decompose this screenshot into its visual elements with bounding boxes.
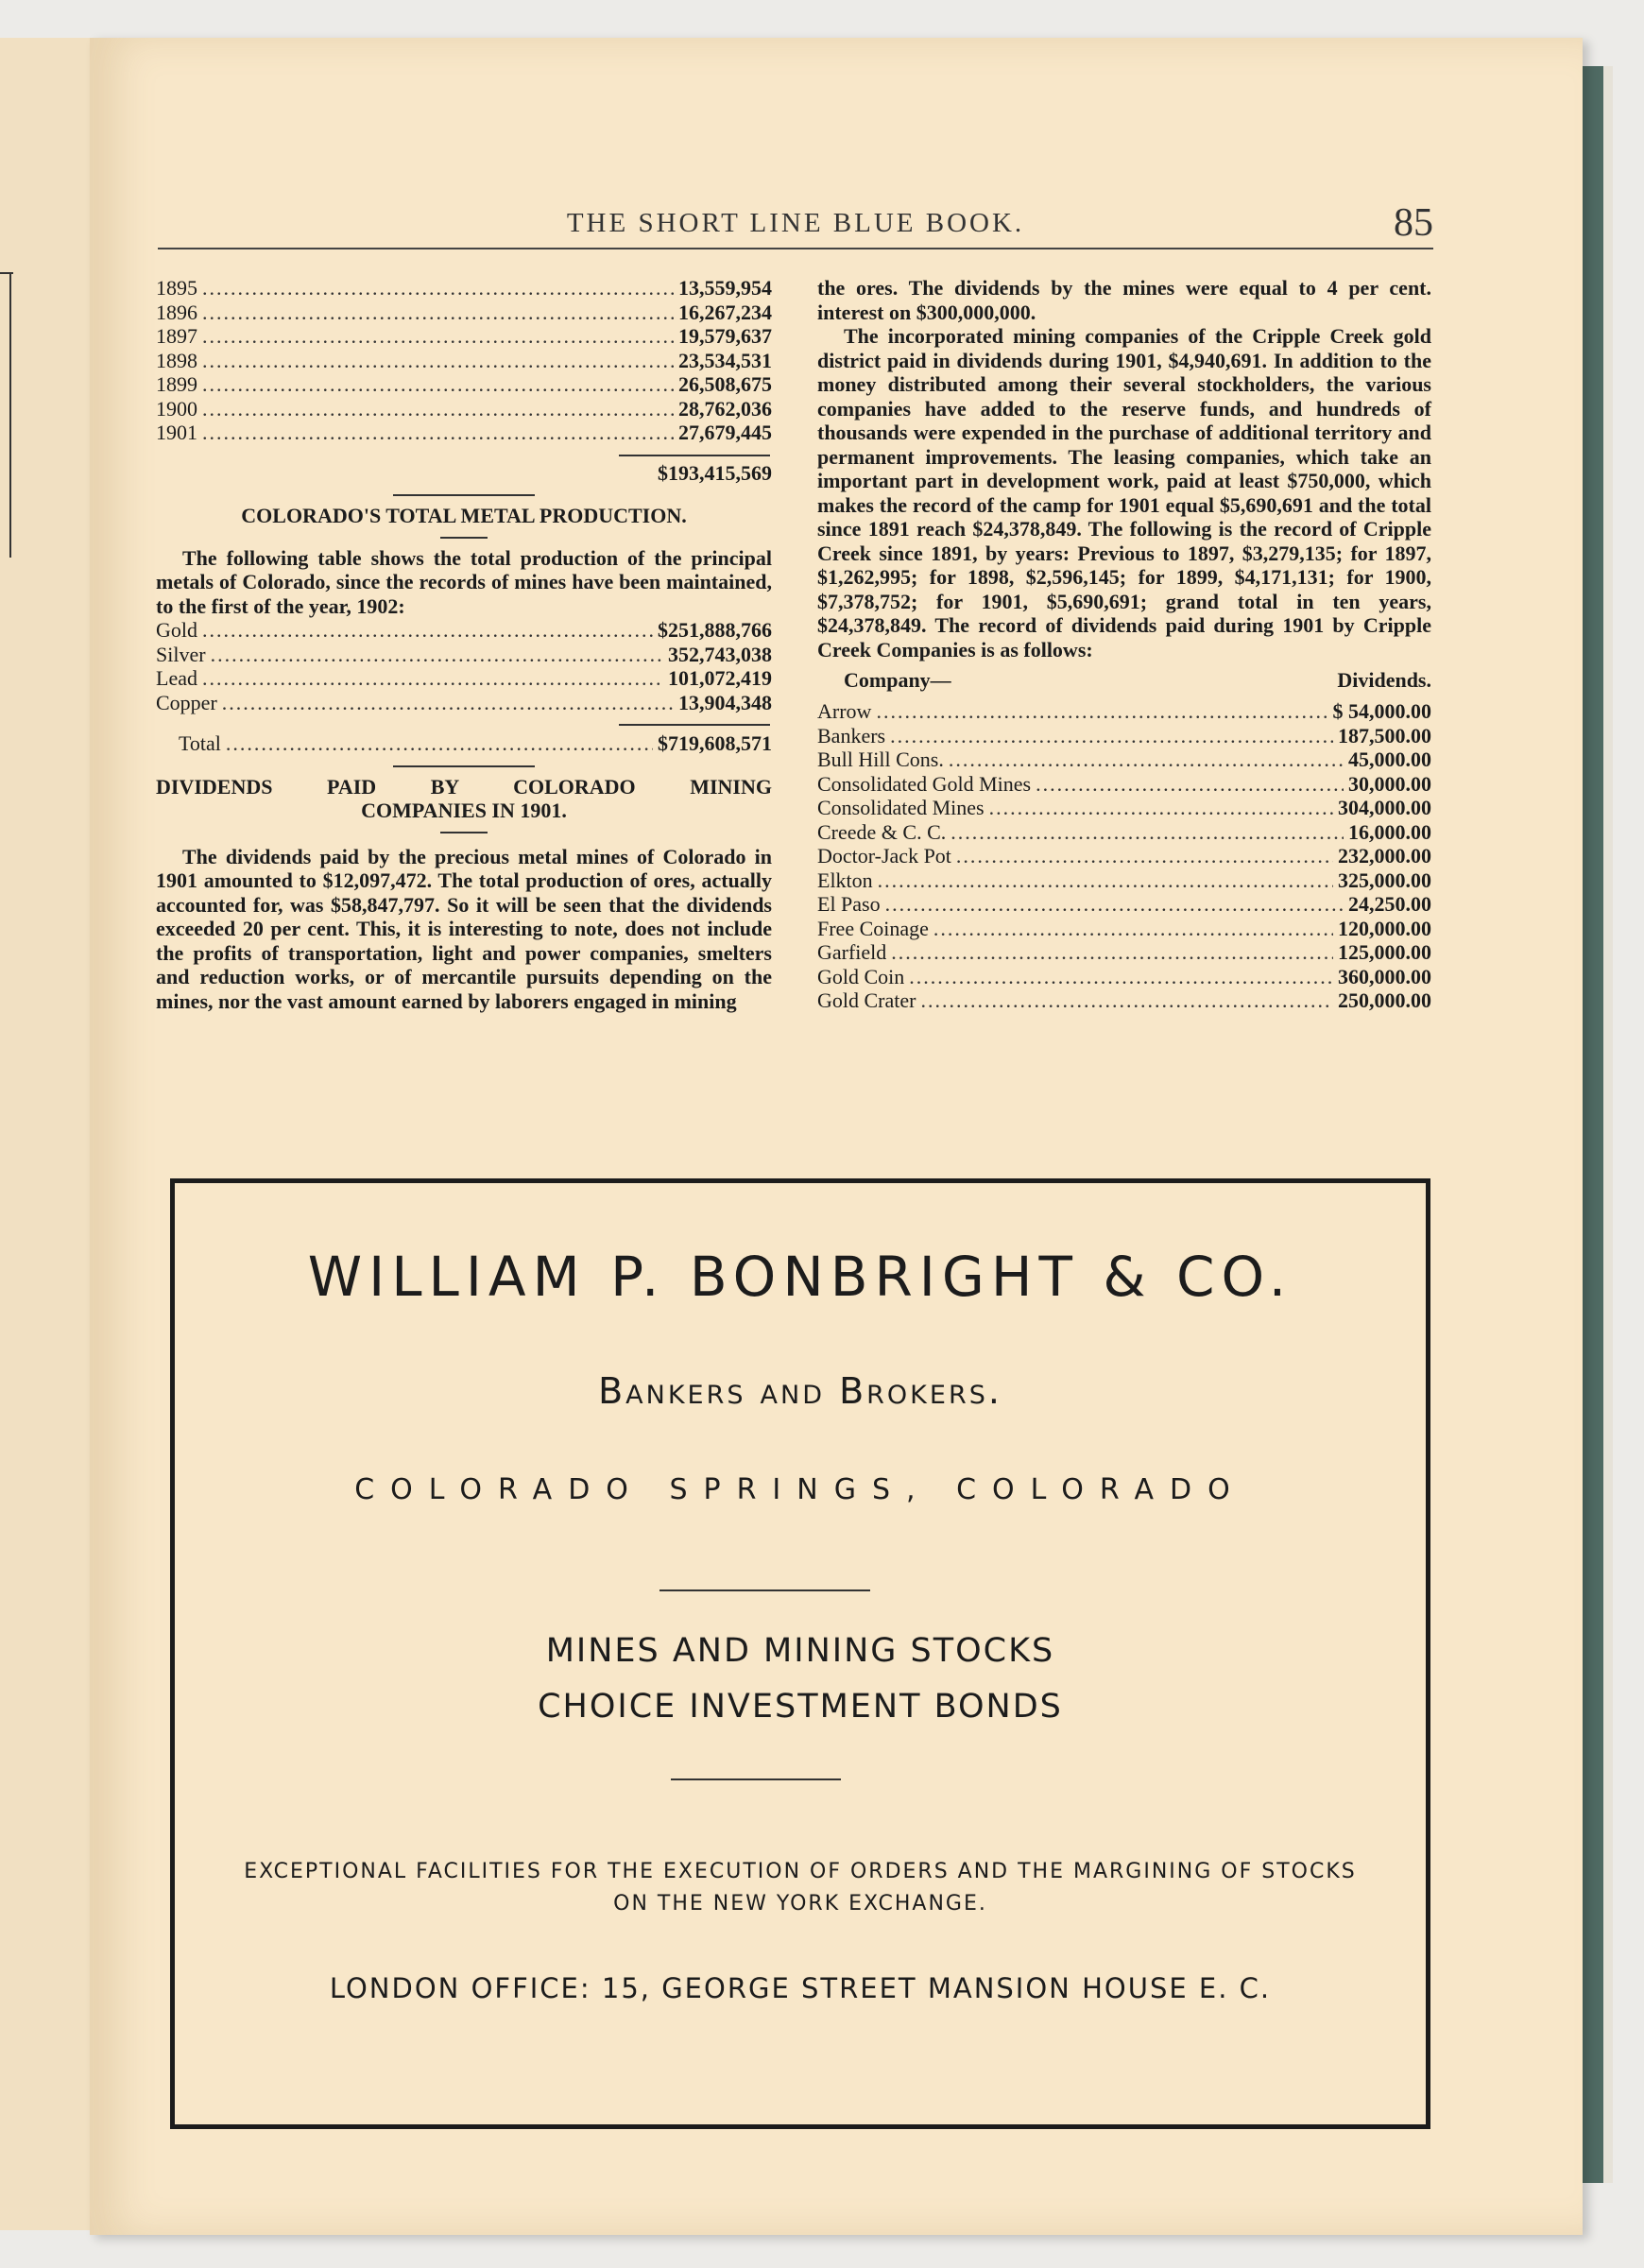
table-row: Doctor-Jack Pot ..... 232,000.00 [817, 844, 1431, 868]
table-row: Elkton ..... 325,000.00 [817, 868, 1431, 893]
company-column-header: Company— [844, 668, 951, 692]
dividends-paragraph-continued: the ores. The dividends by the mines were equal to 4 per cent. interest on $300,000,000. [817, 276, 1431, 324]
dividends-heading: DIVIDENDS PAID BY COLORADO MINING [156, 774, 772, 799]
section-divider [393, 765, 535, 767]
ad-divider [671, 1778, 841, 1780]
table-row: Bankers ..... 187,500.00 [817, 724, 1431, 748]
ad-divider [659, 1589, 870, 1591]
table-row: Copper ..... 13,904,348 [156, 691, 772, 715]
ad-line-stocks: MINES AND MINING STOCKS [545, 1632, 1055, 1670]
table-row: Gold ..... $251,888,766 [156, 618, 772, 643]
table-row: 1895 ..... 13,559,954 [156, 276, 772, 301]
metal-production-table [156, 618, 772, 714]
ad-london-office: LONDON OFFICE: 15, GEORGE STREET MANSION HOUSE E. C. [329, 1972, 1272, 2004]
dividends-column-header: Dividends. [1337, 668, 1431, 692]
dividends-table-header [817, 662, 1431, 699]
right-column [817, 276, 1431, 1013]
table-row: 1898 ..... 23,534,531 [156, 349, 772, 373]
heading-rule [440, 832, 488, 833]
facing-page-edge [0, 38, 92, 2230]
metal-production-intro: The following table shows the total production of the principal metals of Colorado, since the records of mines have been maintained, to the first of the year, 1902: [156, 545, 772, 618]
ad-line-bonds: CHOICE INVESTMENT BONDS [538, 1688, 1063, 1726]
running-header [158, 198, 1433, 249]
table-row: Gold Coin ..... 360,000.00 [817, 965, 1431, 989]
book-cover-edge [1583, 66, 1603, 2183]
table-row: Creede & C. C. ..... 16,000.00 [817, 820, 1431, 845]
table-row: 1899 ..... 26,508,675 [156, 372, 772, 397]
heading-rule [440, 537, 488, 539]
production-by-year-table [156, 276, 772, 445]
table-row: 1897 ..... 19,579,637 [156, 324, 772, 349]
table-row: El Paso ..... 24,250.00 [817, 892, 1431, 917]
section-divider [393, 494, 535, 496]
table-row: Consolidated Mines ..... 304,000.00 [817, 796, 1431, 820]
metal-production-heading: COLORADO'S TOTAL METAL PRODUCTION. [241, 503, 687, 527]
table-row: 1900 ..... 28,762,036 [156, 397, 772, 421]
firm-description: Bankers and Brokers. [598, 1370, 1002, 1412]
firm-city: COLORADO SPRINGS, COLORADO [354, 1473, 1246, 1506]
dividends-paragraph-left: The dividends paid by the precious metal mines of Colorado in 1901 amounted to $12,097,472. The total production of ores, actually accounted for, was $58,847,797. So it will be seen that the dividends exceeded 20 per cent. This, it is interesting to note, does not include the profits of transportation, light and power companies, smelters and reduction works, or of mercantile pursuits depending on the mines, nor the vast amount earned by laborers engaged in mining [156, 844, 772, 1013]
book-page-edge [1603, 66, 1613, 2183]
table-row: Silver ..... 352,743,038 [156, 643, 772, 667]
table-row: Free Coinage ..... 120,000.00 [817, 917, 1431, 941]
firm-name: WILLIAM P. BONBRIGHT & CO. [307, 1245, 1293, 1309]
bonbright-advertisement [170, 1178, 1430, 2129]
cripple-creek-paragraph: The incorporated mining companies of the Cripple Creek gold district paid in dividends during 1901, $4,940,691. In addition to the money distributed among their several stockholders, the various companies have added to the reserve funds, and hundreds of thousands were expended in the purchase of additional territory and permanent improvements. The leasing companies, which take an important part in development work, paid at least $750,000, which makes the record of the camp for 1901 equal $5,690,691 and the total since 1891 reach $24,378,849. The following is the record of Cripple Creek since 1891, by years: Previous to 1897, $3,279,135; for 1897, $1,262,995; for 1898, $2,596,145; for 1899, $4,171,131; for 1900, $7,378,752; for 1901, $5,690,691; grand total in ten years, $24,378,849. The record of dividends paid during 1901 by Cripple Creek Companies is as follows: [817, 324, 1431, 662]
table-row: Bull Hill Cons. ..... 45,000.00 [817, 747, 1431, 772]
table-row: Garfield ..... 125,000.00 [817, 940, 1431, 965]
ad-facilities: EXCEPTIONAL FACILITIES FOR THE EXECUTION OF ORDERS AND THE MARGINING OF STOCKS ON THE NEW YORK EXCHANGE. [244, 1860, 1357, 1916]
running-title: THE SHORT LINE BLUE BOOK. [566, 208, 1025, 238]
metal-total-row: Total ..... $719,608,571 [156, 731, 772, 756]
table-row: Arrow ..... $ 54,000.00 [817, 699, 1431, 724]
dividends-table [817, 699, 1431, 1013]
sum-rule [619, 724, 770, 726]
table-row: Lead ..... 101,072,419 [156, 666, 772, 691]
left-column [156, 276, 772, 1013]
page-number: 85 [1394, 201, 1433, 245]
table-row: Gold Crater ..... 250,000.00 [817, 988, 1431, 1013]
dividends-heading-line2: COMPANIES IN 1901. [361, 798, 567, 822]
facing-page-mark [9, 274, 11, 558]
table-row: 1896 ..... 16,267,234 [156, 301, 772, 325]
table-row: Consolidated Gold Mines ..... 30,000.00 [817, 772, 1431, 797]
production-total: $193,415,569 [658, 460, 772, 485]
table-row: 1901 ..... 27,679,445 [156, 421, 772, 445]
